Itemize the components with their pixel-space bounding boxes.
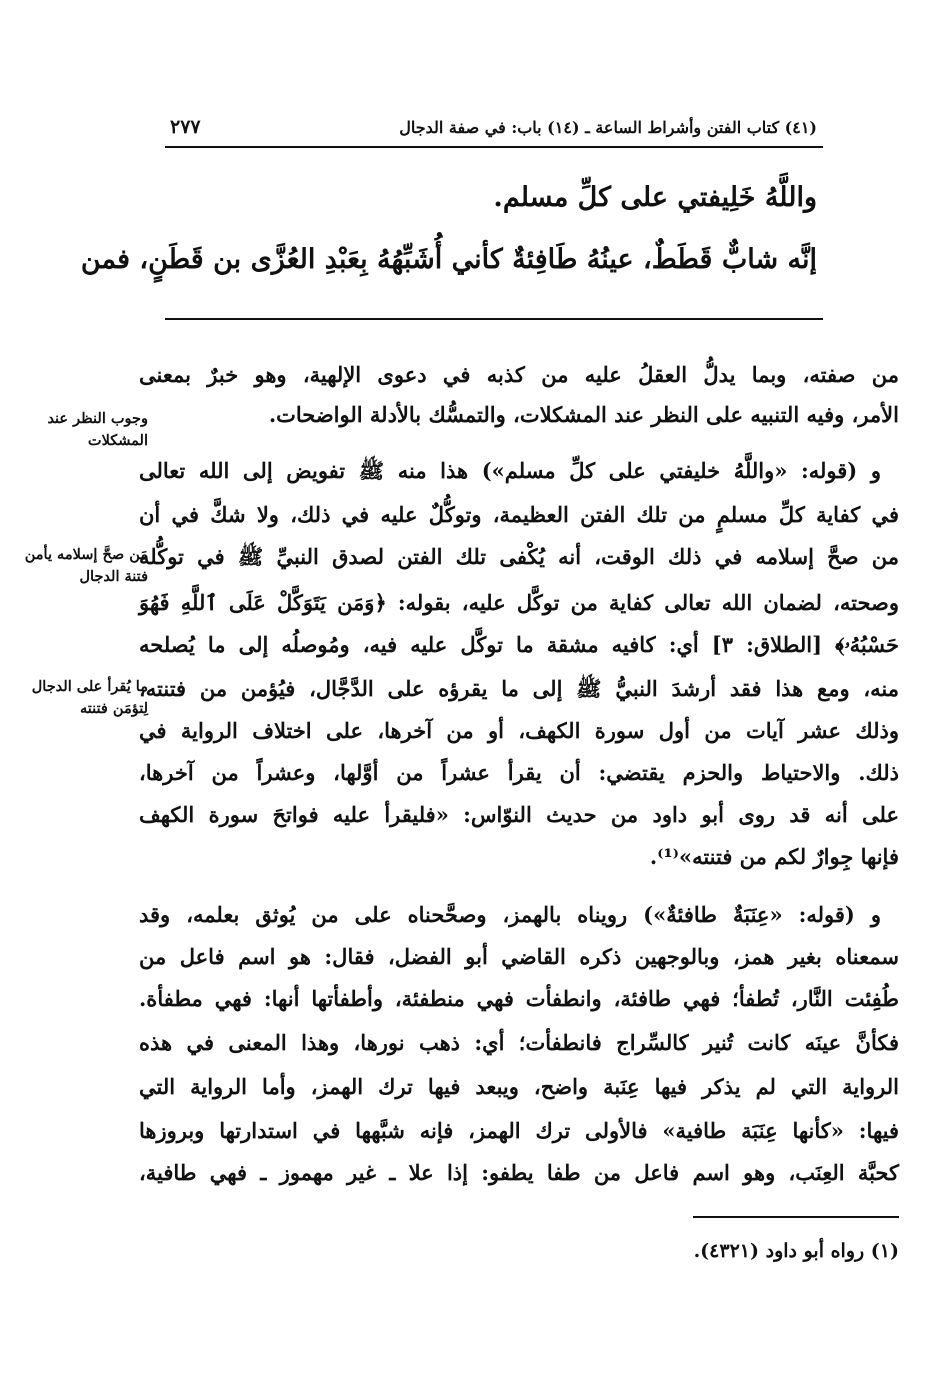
commentary-line: وصحته، لضمان الله تعالى كفاية من توكَّل عليه، بقوله: ﴿وَمَن يَتَوَكَّلْ عَلَى ٱللَّهِ فَهُوَ [139,590,899,615]
commentary-line: فكأنَّ عينَه كانت تُنير كالسِّراج فانطفأت؛ أي: ذهب نورها، وهذا المعنى في هذه [139,1030,899,1055]
footnote: (١) رواه أبو داود (٤٣٢١). [693,1240,899,1262]
running-header: (٤١) كتاب الفتن وأشراط الساعة ـ (١٤) باب: في صفة الدجال [399,118,817,137]
commentary-line: من صحَّ إسلامه في ذلك الوقت، أنه يُكْفى تلك الفتن لصدق النبيِّ ﷺ في توكُّله [139,544,899,569]
hadith-divider [165,318,823,320]
commentary-line: حَسْبُهُۥ﴾ [الطلاق: ٣] أي: كافيه مشقة ما توكَّل عليه فيه، ومُوصلُه إلى ما يُصلحه [139,632,899,657]
commentary-line: طُفِئت النَّار، تُطفأ؛ فهي طافئة، وانطفأت فهي منطفئة، وأطفأتها أنها: فهي مطفأة. [139,986,899,1011]
commentary-line: فيها: «كأنها عِنَبَة طافية» فالأولى ترك الهمز، فإنه شبَّهها في استدارتها وبروزها [139,1118,899,1143]
header-rule [165,146,823,148]
commentary-line: و (قوله: «عِنَبَةٌ طافئةٌ») رويناه بالهمز، وصحَّحناه على من يُوثق بعلمه، وقد [139,902,881,927]
margin-note-2: مَن صحَّ إسلامه يأمن فتنة الدجال [24,546,148,585]
commentary-line: من صفته، وبما يدلُّ العقلُ عليه من كذبه في دعوى الإلهية، وهو خبرٌ بمعنى [139,362,899,387]
commentary-line: كحبَّة العِنَب، وهو اسم فاعل من طفا يطفو: إذا علا ـ غير مهموز ـ فهي طافية، [139,1160,899,1185]
margin-note-1: وجوب النظر عند المشكلات [47,410,148,449]
commentary-line: الأمر، وفيه التنبيه على النظر عند المشكلات، والتمسُّك بالأدلة الواضحات. [268,402,899,427]
commentary-line: في كفاية كلِّ مسلمٍ من تلك الفتن العظيمة، وتوكُّلٌ عليه في ذلك، ولا شكَّ في أن [139,502,899,527]
page-number: ٢٧٧ [170,116,201,138]
commentary-line: و (قوله: «واللَّهُ خليفتي على كلِّ مسلم») هذا منه ﷺ تفويض إلى الله تعالى [139,458,881,483]
hadith-line-1: واللَّهُ خَلِيفتي على كلِّ مسلم. [493,182,817,213]
commentary-line: سمعناه بغير همز، وبالوجهين ذكره القاضي أبو الفضل، فقال: هو اسم فاعل من [139,944,899,969]
commentary-line: ذلك. والاحتياط والحزم يقتضي: أن يقرأ عشراً من أوَّلها، وعشراً من آخرها، [139,760,899,785]
commentary-line: منه، ومع هذا فقد أرشدَ النبيُّ ﷺ إلى ما يقرؤه على الدَّجَّال، فيُؤمن من فتنته، [139,676,899,701]
footnote-rule [693,1216,899,1218]
margin-note-3: ما يُقرأ على الدجال لِتؤمَن فتنته [31,678,148,717]
commentary-line: وذلك عشر آيات من أول سورة الكهف، أو من آخرها، على اختلاف الرواية في [139,718,899,743]
commentary-line: فإنها جِوارٌ لكم من فتنته»⁽¹⁾. [649,844,899,869]
hadith-line-2: إنَّه شابٌّ قَطَطٌ، عينُهُ طَافِئةٌ كأني أُشَبِّهُهُ بِعَبْدِ العُزَّى بن قَطَنٍ، فمن [80,244,817,275]
commentary-line: الرواية التي لم يذكر فيها عِنَبة واضح، ويبعد فيها ترك الهمز، وأما الرواية التي [139,1074,899,1099]
commentary-line: على أنه قد روى أبو داود من حديث النوّاس: «فليقرأ عليه فواتحَ سورة الكهف [139,802,899,827]
